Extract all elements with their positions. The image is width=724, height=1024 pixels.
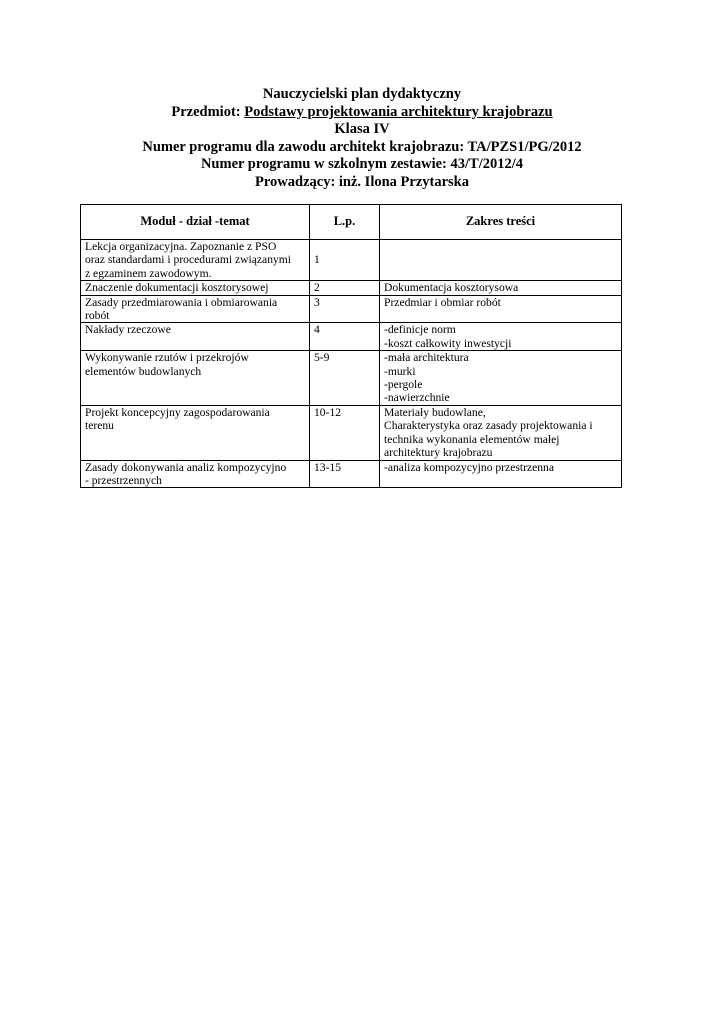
- table-row: [81, 460, 622, 488]
- scope-line: -nawierzchnie: [384, 391, 450, 405]
- scope-line: -koszt całkowity inwestycji: [384, 336, 512, 350]
- topic-cell: [81, 281, 310, 295]
- topic-cell: [81, 323, 310, 351]
- topic-line: Nakłady rzeczowe: [85, 323, 171, 337]
- subject-line: [0, 104, 724, 122]
- scope-cell: [380, 323, 622, 351]
- scope-line: architektury krajobrazu: [384, 446, 493, 460]
- topic-cell: [81, 240, 310, 281]
- scope-line: -definicje norm: [384, 323, 456, 337]
- scope-line: Dokumentacja kosztorysowa: [384, 281, 519, 295]
- lp-cell: 10-12: [310, 405, 380, 460]
- column-header-topic: Moduł - dział -temat: [81, 205, 310, 240]
- teacher-line: Prowadzący: inż. Ilona Przytarska: [255, 173, 469, 190]
- subject-name: Podstawy projektowania architektury krajobrazu: [244, 103, 553, 120]
- scope-cell: [380, 405, 622, 460]
- topic-line: oraz standardami i procedurami związanymi: [85, 253, 292, 267]
- subject-label: Przedmiot:: [171, 103, 245, 120]
- class-line: Klasa IV: [334, 121, 390, 138]
- scope-line: Charakterystyka oraz zasady projektowania i: [384, 419, 593, 433]
- document-title: Nauczycielski plan dydaktyczny: [262, 86, 462, 102]
- plan-table: [80, 204, 622, 488]
- topic-line: Zasady przedmiarowania i obmiarowania: [85, 295, 278, 309]
- topic-cell: [81, 295, 310, 323]
- table-row: [81, 295, 622, 323]
- scope-cell: [380, 295, 622, 323]
- topic-line: Zasady dokonywania analiz kompozycyjno: [85, 460, 287, 474]
- document-header: [0, 86, 724, 192]
- table-row: [81, 240, 622, 281]
- lp-cell: 13-15: [310, 460, 380, 488]
- topic-line: elementów budowlanych: [85, 364, 202, 378]
- topic-cell: [81, 460, 310, 488]
- scope-line: Przedmiar i obmiar robót: [384, 295, 501, 309]
- scope-cell: [380, 240, 622, 281]
- topic-line: Projekt koncepcyjny zagospodarowania: [85, 405, 270, 419]
- program-number-line: Numer programu dla zawodu architekt krajobrazu: TA/PZS1/PG/2012: [142, 138, 582, 155]
- scope-cell: [380, 460, 622, 488]
- scope-line: technika wykonania elementów małej: [384, 432, 560, 446]
- table-row: [81, 323, 622, 351]
- column-header-scope: Zakres treści: [380, 205, 622, 240]
- scope-line: -murki: [384, 364, 416, 378]
- column-header-lp: L.p.: [310, 205, 380, 240]
- topic-line: terenu: [85, 419, 114, 433]
- lp-cell: 4: [310, 323, 380, 351]
- scope-line: Materiały budowlane,: [384, 405, 486, 419]
- lp-cell: 5-9: [310, 351, 380, 406]
- scope-line: -analiza kompozycyjno przestrzenna: [384, 460, 554, 474]
- topic-line: z egzaminem zawodowym.: [85, 266, 212, 280]
- scope-cell: [380, 281, 622, 295]
- table-row: [81, 281, 622, 295]
- lp-cell: 2: [310, 281, 380, 295]
- topic-line: Lekcja organizacyjna. Zapoznanie z PSO: [85, 240, 277, 253]
- table-row: [81, 405, 622, 460]
- table-header-row: [81, 205, 622, 240]
- scope-cell: [380, 351, 622, 406]
- topic-cell: [81, 405, 310, 460]
- topic-line: Znaczenie dokumentacji kosztorysowej: [85, 281, 269, 295]
- school-program-line: Numer programu w szkolnym zestawie: 43/T/2012/4: [200, 156, 524, 173]
- topic-line: Wykonywanie rzutów i przekrojów: [85, 351, 249, 365]
- topic-line: - przestrzennych: [85, 473, 162, 487]
- topic-cell: [81, 351, 310, 406]
- scope-line: -pergole: [384, 378, 423, 392]
- lp-cell: 3: [310, 295, 380, 323]
- table-row: [81, 351, 622, 406]
- topic-line: robót: [85, 309, 110, 323]
- scope-line: -mała architektura: [384, 351, 469, 365]
- lp-cell: 1: [310, 240, 380, 281]
